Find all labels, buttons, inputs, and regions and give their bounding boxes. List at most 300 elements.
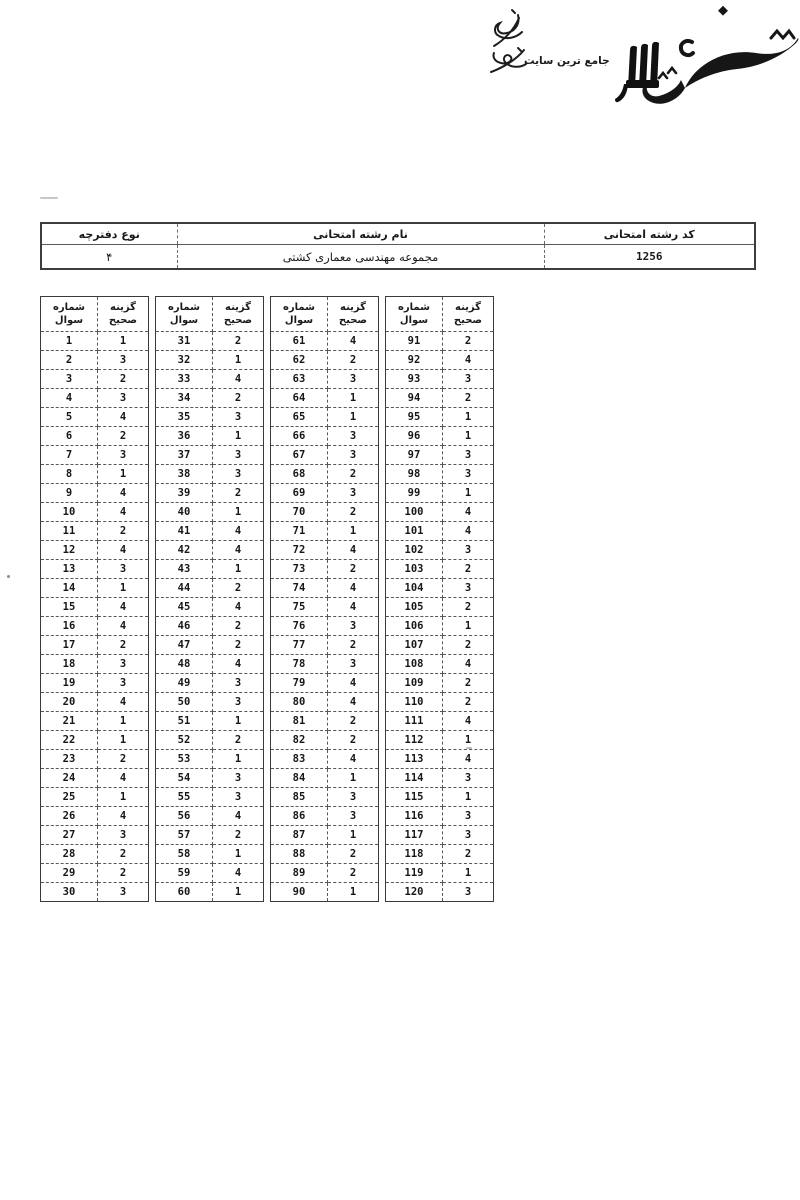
correct-option: 3 [328,655,379,674]
correct-option: 4 [328,750,379,769]
correct-option: 2 [98,750,149,769]
answer-row [41,560,149,579]
answer-row [156,541,264,560]
question-number: 99 [386,484,443,503]
answer-row [41,750,149,769]
answer-row [386,503,494,522]
question-number: 47 [156,636,213,655]
answer-row [41,807,149,826]
answer-row [271,883,379,902]
question-number: 33 [156,370,213,389]
answer-row [156,579,264,598]
question-number: 97 [386,446,443,465]
correct-option: 3 [98,389,149,408]
answer-row [271,332,379,351]
question-number: 104 [386,579,443,598]
answer-header-row [41,297,149,332]
answer-row [41,655,149,674]
correct-option: 4 [328,579,379,598]
question-number: 2 [41,351,98,370]
question-number: 46 [156,617,213,636]
answer-row [156,446,264,465]
answer-row [41,864,149,883]
correct-option: 4 [443,750,494,769]
answer-row [41,541,149,560]
correct-option: 3 [328,370,379,389]
question-number: 85 [271,788,328,807]
question-number: 93 [386,370,443,389]
correct-option: 3 [213,465,264,484]
correct-option: 1 [213,845,264,864]
correct-option: 1 [213,883,264,902]
question-number: 80 [271,693,328,712]
scan-artifact [466,747,472,749]
answer-row [156,370,264,389]
answer-table-group-3 [270,296,379,902]
correct-option: 1 [443,617,494,636]
field-code-value: 1256 [544,245,755,270]
correct-option: 2 [328,712,379,731]
answer-row [386,883,494,902]
correct-option: 1 [328,522,379,541]
answer-row [156,484,264,503]
correct-option: 3 [443,370,494,389]
question-number: 111 [386,712,443,731]
answer-row [271,845,379,864]
correct-option: 1 [98,788,149,807]
answer-row [271,446,379,465]
correct-option: 3 [98,351,149,370]
correct-option: 2 [213,617,264,636]
correct-option: 2 [328,503,379,522]
question-number: 105 [386,598,443,617]
answer-row [156,617,264,636]
booklet-type-value: ۴ [41,245,177,270]
answer-table-group-1 [40,296,149,902]
logo-tagline: جامع ترین سایت [524,55,610,67]
correct-option: 1 [443,484,494,503]
question-number: 45 [156,598,213,617]
question-number: 38 [156,465,213,484]
question-col-header: شماره سوال [386,297,443,332]
question-number: 120 [386,883,443,902]
answer-row [41,693,149,712]
correct-option: 3 [443,579,494,598]
correct-option: 3 [98,655,149,674]
correct-option: 1 [98,579,149,598]
correct-option: 1 [213,750,264,769]
correct-option: 3 [443,883,494,902]
answer-row [271,693,379,712]
answer-row [271,788,379,807]
answer-row [156,389,264,408]
answer-row [156,503,264,522]
answer-row [386,807,494,826]
scan-artifact [40,197,58,199]
question-number: 24 [41,769,98,788]
three-mark-calligraphy [615,42,659,102]
answer-row [271,712,379,731]
question-number: 3 [41,370,98,389]
answer-row [41,332,149,351]
answer-row [156,693,264,712]
correct-option: 1 [328,769,379,788]
correct-option: 2 [213,731,264,750]
answer-row [386,845,494,864]
correct-option: 2 [328,864,379,883]
question-number: 26 [41,807,98,826]
answer-row [386,598,494,617]
answer-row [156,560,264,579]
answer-row [386,712,494,731]
correct-option: 4 [213,655,264,674]
answer-row [271,750,379,769]
answer-col-header: گزینه صحیح [443,297,494,332]
answer-row [271,522,379,541]
answer-row [271,503,379,522]
question-number: 8 [41,465,98,484]
correct-option: 1 [213,427,264,446]
correct-option: 1 [213,503,264,522]
correct-option: 4 [98,541,149,560]
correct-option: 2 [328,731,379,750]
question-number: 68 [271,465,328,484]
question-number: 92 [386,351,443,370]
question-col-header: شماره سوال [156,297,213,332]
answer-row [156,883,264,902]
correct-option: 2 [443,560,494,579]
correct-option: 2 [98,522,149,541]
correct-option: 2 [443,636,494,655]
answer-row [271,541,379,560]
answer-row [41,408,149,427]
question-number: 66 [271,427,328,446]
correct-option: 3 [328,427,379,446]
question-number: 43 [156,560,213,579]
correct-option: 3 [443,826,494,845]
question-number: 22 [41,731,98,750]
question-number: 77 [271,636,328,655]
question-number: 95 [386,408,443,427]
answer-header-row [271,297,379,332]
answer-row [386,769,494,788]
correct-option: 3 [328,617,379,636]
scan-artifact [7,575,10,578]
correct-option: 4 [328,332,379,351]
correct-option: 1 [328,883,379,902]
correct-option: 4 [98,807,149,826]
question-number: 76 [271,617,328,636]
answer-row [156,807,264,826]
question-number: 23 [41,750,98,769]
exam-info-table [40,222,756,270]
question-number: 1 [41,332,98,351]
question-number: 27 [41,826,98,845]
question-number: 37 [156,446,213,465]
answer-row [386,351,494,370]
answer-row [386,693,494,712]
correct-option: 2 [328,845,379,864]
correct-option: 3 [443,541,494,560]
correct-option: 4 [213,541,264,560]
answer-row [41,465,149,484]
correct-option: 1 [328,389,379,408]
question-number: 73 [271,560,328,579]
question-number: 40 [156,503,213,522]
question-number: 56 [156,807,213,826]
correct-option: 4 [328,598,379,617]
correct-option: 4 [213,370,264,389]
correct-option: 3 [213,408,264,427]
question-number: 83 [271,750,328,769]
question-number: 12 [41,541,98,560]
question-number: 57 [156,826,213,845]
correct-option: 4 [443,655,494,674]
answer-row [386,864,494,883]
question-number: 109 [386,674,443,693]
question-number: 55 [156,788,213,807]
answer-row [41,769,149,788]
answer-row [271,826,379,845]
answer-row [386,826,494,845]
question-number: 96 [386,427,443,446]
answer-groups [40,296,494,902]
answer-row [156,864,264,883]
correct-option: 2 [443,389,494,408]
question-number: 59 [156,864,213,883]
answer-row [156,332,264,351]
correct-option: 2 [213,579,264,598]
answer-row [386,750,494,769]
correct-option: 1 [443,788,494,807]
correct-option: 3 [328,788,379,807]
correct-option: 4 [443,522,494,541]
question-number: 30 [41,883,98,902]
correct-option: 1 [443,731,494,750]
answer-row [41,389,149,408]
question-number: 101 [386,522,443,541]
correct-option: 4 [328,674,379,693]
answer-row [271,389,379,408]
question-number: 16 [41,617,98,636]
question-number: 103 [386,560,443,579]
answer-row [386,788,494,807]
question-number: 81 [271,712,328,731]
question-number: 82 [271,731,328,750]
answer-row [271,636,379,655]
answer-row [41,617,149,636]
sanjesh-brand-calligraphy [643,6,799,104]
answer-table-group-4 [385,296,494,902]
question-number: 115 [386,788,443,807]
correct-option: 3 [328,446,379,465]
question-number: 70 [271,503,328,522]
correct-option: 2 [98,864,149,883]
correct-option: 3 [328,807,379,826]
question-number: 65 [271,408,328,427]
answer-row [386,408,494,427]
question-number: 106 [386,617,443,636]
question-number: 29 [41,864,98,883]
question-number: 87 [271,826,328,845]
question-number: 107 [386,636,443,655]
answer-row [271,674,379,693]
answer-row [271,579,379,598]
correct-option: 4 [443,503,494,522]
question-number: 25 [41,788,98,807]
correct-option: 1 [443,408,494,427]
question-number: 34 [156,389,213,408]
question-number: 113 [386,750,443,769]
correct-option: 4 [98,503,149,522]
answer-row [386,541,494,560]
correct-option: 1 [98,712,149,731]
answer-row [386,427,494,446]
takmili-calligraphy [491,10,526,72]
question-number: 114 [386,769,443,788]
question-number: 90 [271,883,328,902]
question-number: 116 [386,807,443,826]
answer-row [156,427,264,446]
answer-row [271,807,379,826]
correct-option: 3 [213,446,264,465]
answer-row [156,674,264,693]
answer-row [271,465,379,484]
booklet-type-header: نوع دفترچه [41,223,177,245]
correct-option: 4 [213,864,264,883]
answer-row [41,788,149,807]
question-number: 75 [271,598,328,617]
correct-option: 3 [443,769,494,788]
answer-row [156,845,264,864]
answer-row [386,370,494,389]
question-number: 108 [386,655,443,674]
question-number: 72 [271,541,328,560]
correct-option: 4 [98,408,149,427]
correct-option: 3 [443,465,494,484]
answer-row [41,731,149,750]
answer-header-row [386,297,494,332]
question-number: 53 [156,750,213,769]
question-number: 102 [386,541,443,560]
answer-row [271,769,379,788]
correct-option: 4 [213,807,264,826]
answer-row [386,731,494,750]
answer-row [156,636,264,655]
answer-row [41,636,149,655]
answer-row [386,465,494,484]
question-number: 13 [41,560,98,579]
answer-row [386,617,494,636]
correct-option: 1 [213,351,264,370]
correct-option: 1 [98,465,149,484]
correct-option: 1 [443,427,494,446]
correct-option: 1 [213,712,264,731]
answer-col-header: گزینه صحیح [213,297,264,332]
correct-option: 3 [213,674,264,693]
answer-row [156,750,264,769]
correct-option: 2 [443,598,494,617]
answer-row [386,655,494,674]
question-number: 35 [156,408,213,427]
answer-row [386,446,494,465]
correct-option: 2 [98,636,149,655]
question-number: 5 [41,408,98,427]
question-number: 71 [271,522,328,541]
answer-row [271,560,379,579]
correct-option: 3 [98,883,149,902]
correct-option: 3 [98,560,149,579]
correct-option: 1 [328,826,379,845]
question-number: 54 [156,769,213,788]
question-number: 36 [156,427,213,446]
correct-option: 1 [98,332,149,351]
question-number: 4 [41,389,98,408]
correct-option: 3 [213,693,264,712]
question-number: 7 [41,446,98,465]
answer-row [271,370,379,389]
question-number: 88 [271,845,328,864]
correct-option: 3 [98,674,149,693]
answer-row [271,655,379,674]
field-name-value: مجموعه مهندسی معماری کشتی [177,245,544,270]
answer-row [386,522,494,541]
question-number: 32 [156,351,213,370]
correct-option: 4 [98,769,149,788]
question-number: 58 [156,845,213,864]
question-number: 49 [156,674,213,693]
answer-row [386,579,494,598]
question-number: 18 [41,655,98,674]
question-number: 74 [271,579,328,598]
correct-option: 2 [98,427,149,446]
answer-row [41,845,149,864]
answer-row [386,560,494,579]
question-number: 89 [271,864,328,883]
question-number: 60 [156,883,213,902]
question-number: 98 [386,465,443,484]
info-value-row [41,245,755,270]
answer-row [271,617,379,636]
question-number: 52 [156,731,213,750]
question-number: 20 [41,693,98,712]
answer-row [41,351,149,370]
question-col-header: شماره سوال [271,297,328,332]
correct-option: 2 [98,845,149,864]
correct-option: 2 [98,370,149,389]
question-number: 67 [271,446,328,465]
question-number: 94 [386,389,443,408]
question-number: 119 [386,864,443,883]
question-number: 31 [156,332,213,351]
answer-row [386,484,494,503]
correct-option: 2 [443,674,494,693]
question-number: 117 [386,826,443,845]
question-number: 50 [156,693,213,712]
correct-option: 2 [213,389,264,408]
correct-option: 1 [213,560,264,579]
answer-row [41,883,149,902]
answer-row [271,427,379,446]
correct-option: 3 [213,769,264,788]
answer-row [271,864,379,883]
answer-row [271,351,379,370]
answer-row [41,370,149,389]
question-number: 9 [41,484,98,503]
answer-row [41,484,149,503]
answer-row [156,522,264,541]
answer-row [386,389,494,408]
